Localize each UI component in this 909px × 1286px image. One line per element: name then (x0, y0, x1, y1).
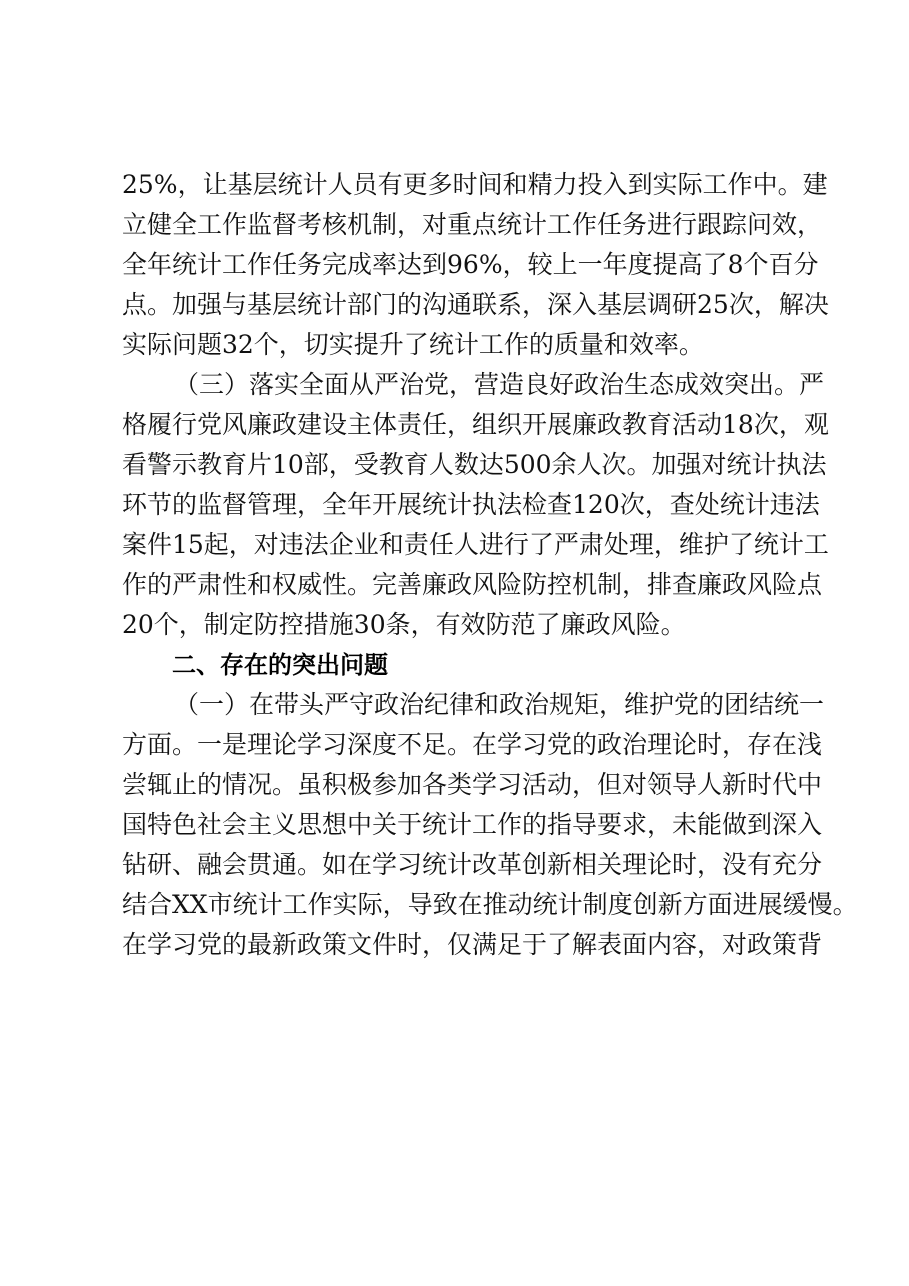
paragraph-line: 结合XX市统计工作实际，导致在推动统计制度创新方面进展缓慢。 (122, 890, 858, 919)
paragraph-line: （一）在带头严守政治纪律和政治规矩，维护党的团结统一 (174, 690, 825, 719)
paragraph-line: 20个，制定防控措施30条，有效防范了廉政风险。 (122, 610, 686, 639)
paragraph-line: 点。加强与基层统计部门的沟通联系，深入基层调研25次，解决 (122, 290, 829, 319)
paragraph-line: 在学习党的最新政策文件时，仅满足于了解表面内容，对政策背 (122, 930, 823, 959)
paragraph-line: 尝辄止的情况。虽积极参加各类学习活动，但对领导人新时代中 (122, 770, 823, 799)
paragraph-line: 实际问题32个，切实提升了统计工作的质量和效率。 (122, 330, 704, 359)
paragraph-line: 环节的监督管理，全年开展统计执法检查120次，查处统计违法 (122, 490, 820, 519)
paragraph-line: 立健全工作监督考核机制，对重点统计工作任务进行跟踪问效， (122, 210, 823, 239)
paragraph-line: 方面。一是理论学习深度不足。在学习党的政治理论时，存在浅 (122, 730, 823, 759)
paragraph-line: 作的严肃性和权威性。完善廉政风险防控机制，排查廉政风险点 (122, 570, 823, 599)
paragraph-line: 25%，让基层统计人员有更多时间和精力投入到实际工作中。建 (122, 170, 828, 199)
paragraph-line: 国特色社会主义思想中关于统计工作的指导要求，未能做到深入 (122, 810, 823, 839)
section-heading: 二、存在的突出问题 (172, 651, 388, 679)
paragraph-line: （三）落实全面从严治党，营造良好政治生态成效突出。严 (174, 370, 825, 399)
paragraph-line: 格履行党风廉政建设主体责任，组织开展廉政教育活动18次，观 (122, 410, 829, 439)
paragraph-line: 看警示教育片10部，受教育人数达500余人次。加强对统计执法 (122, 450, 827, 479)
paragraph-line: 钻研、融会贯通。如在学习统计改革创新相关理论时，没有充分 (122, 850, 823, 879)
paragraph-line: 案件15起，对违法企业和责任人进行了严肃处理，维护了统计工 (122, 530, 829, 559)
paragraph-line: 全年统计工作任务完成率达到96%，较上一年度提高了8个百分 (122, 250, 819, 279)
